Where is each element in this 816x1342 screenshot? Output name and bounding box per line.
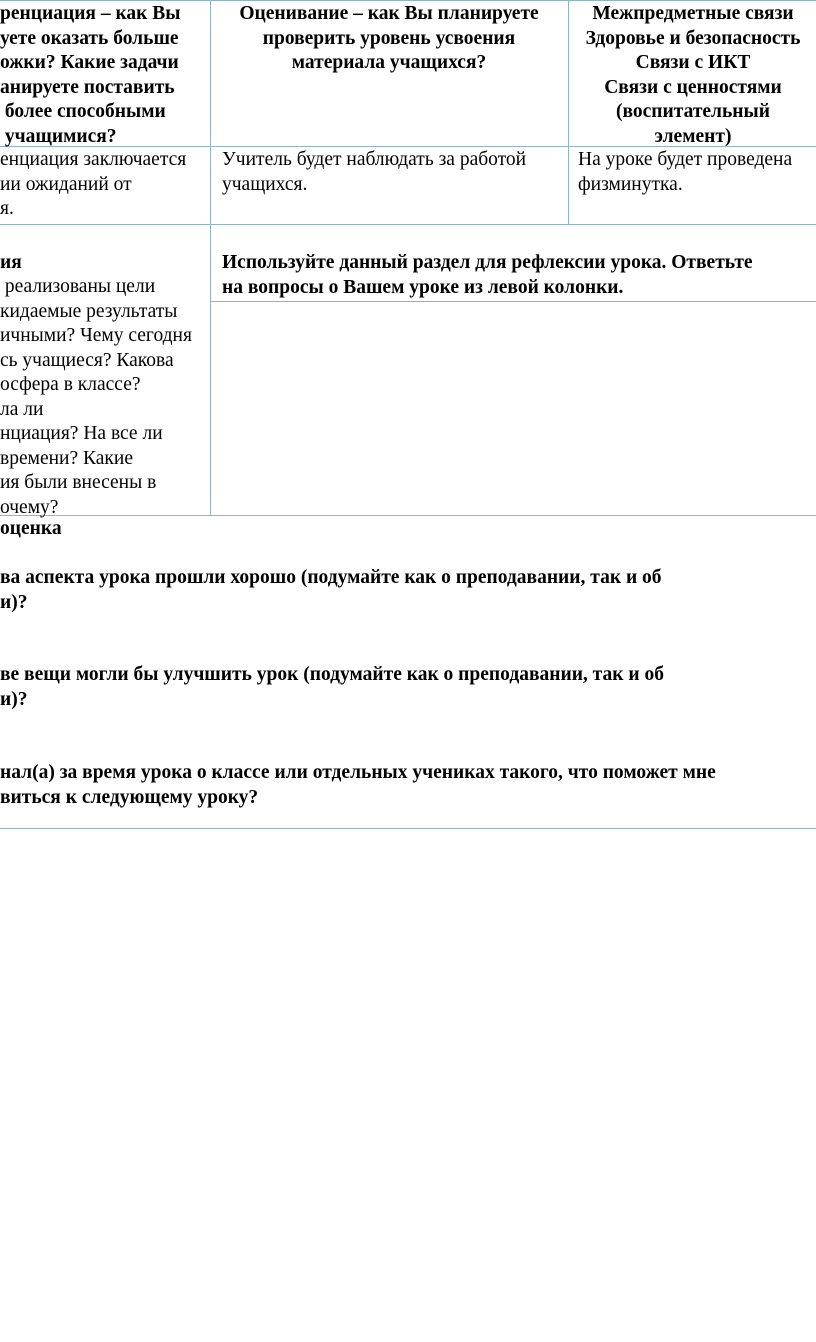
row1-cross-curricular: На уроке будет проведена физминутка. [578,149,793,195]
table-border-top [0,0,816,1]
summary-question-well: ва аспекта урока прошли хорошо (подумайте как о преподавании, так и об и)? [0,567,662,613]
table-col-divider-1 [210,0,211,224]
reflection-answer-area[interactable] [211,302,816,515]
reflection-questions: реализованы цели кидаемые результаты ичными? Чему сегодня сь учащиеся? Какова осфера в классе? ла ли нциация? На все ли времени? Какие ия были внесены в очему? [0,276,192,518]
header-differentiation: ренциация – как Вы уете оказать больше ожки? Какие задачи анируете поставить более способными учащимися? [0,3,181,147]
reflection-title: ия [0,252,22,273]
table-col-divider-2 [568,0,569,224]
row1-differentiation: енциация заключается ии ожиданий от я. [0,149,187,219]
reflection-instruction: Используйте данный раздел для рефлексии урока. Ответьте на вопросы о Вашем уроке из левой колонки. [222,252,753,298]
header-assessment: Оценивание – как Вы планируете проверить уровень усвоения материала учащихся? [239,3,539,73]
row1-assessment: Учитель будет наблюдать за работой учащихся. [222,149,527,195]
summary-question-learned: нал(а) за время урока о классе или отдельных учениках такого, что поможет мне виться к следующему уроку? [0,762,716,808]
summary-question-improve: ве вещи могли бы улучшить урок (подумайте как о преподавании, так и об и)? [0,664,664,710]
table-border-bottom [0,828,816,829]
table-border-row1-bottom [0,224,816,225]
summary-title: оценка [0,518,62,539]
header-cross-curricular: Межпредметные связи Здоровье и безопасность Связи с ИКТ Связи с ценностями (воспитательный элемент) [585,3,801,147]
